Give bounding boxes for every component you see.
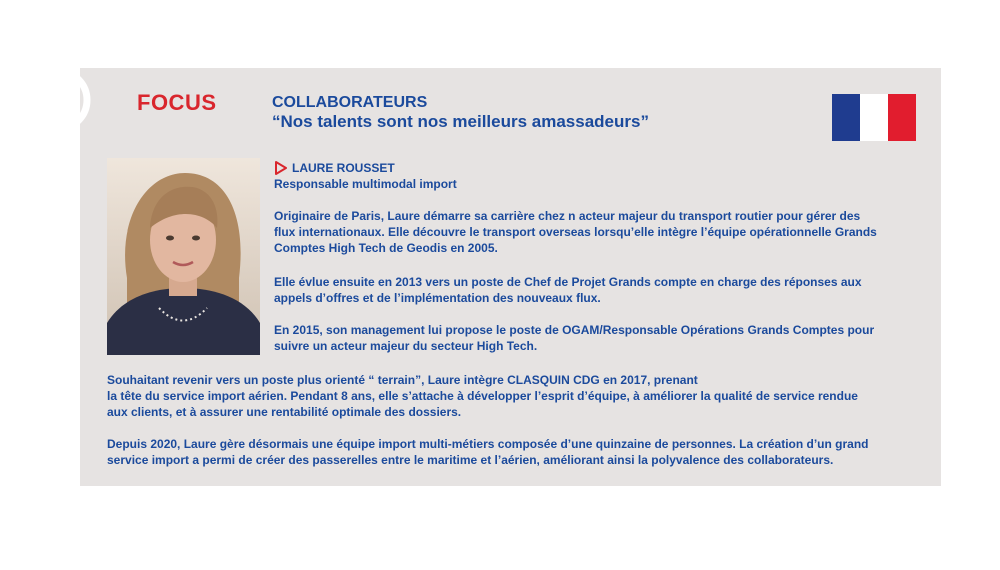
paragraph-2 (274, 274, 862, 306)
france-flag-icon (832, 94, 916, 141)
portrait-photo (107, 158, 260, 355)
paragraph-line: Depuis 2020, Laure gère désormais une équipe import multi-métiers composée d’une quinzaine de personnes. La création d’un grand (107, 437, 869, 451)
play-arrow-icon (274, 161, 288, 175)
paragraph-line: Souhaitant revenir vers un poste plus orienté “ terrain”, Laure intègre CLASQUIN CDG en 2017, prenant (107, 373, 698, 387)
profile-name-row (274, 161, 395, 175)
paragraph-4 (107, 372, 858, 420)
section-title: COLLABORATEURS (272, 94, 428, 111)
paragraph-line: la tête du service import aérien. Pendant 8 ans, elle s’attache à développer l’esprit d’équipe, à améliorer la qualité de service rendue (107, 389, 858, 403)
focus-label: FOCUS (137, 90, 217, 115)
paragraph-line: Originaire de Paris, Laure démarre sa carrière chez n acteur majeur du transport routier pour gérer des (274, 209, 861, 223)
paragraph-line: aux clients, et à assurer une rentabilité optimale des dossiers. (107, 405, 462, 419)
paragraph-line: flux internationaux. Elle découvre le transport overseas lorsqu’elle intègre l’équipe opérationnelle Grands (274, 225, 877, 239)
quote-title: “Nos talents sont nos meilleurs amassadeurs” (272, 112, 649, 131)
paragraph-1 (274, 208, 877, 256)
paragraph-line: En 2015, son management lui propose le poste de OGAM/Responsable Opérations Grands Comptes pour (274, 323, 875, 337)
profile-name: LAURE ROUSSET (292, 161, 395, 175)
paragraph-line: Comptes High Tech de Geodis en 2005. (274, 241, 498, 255)
paragraph-line: service import a permi de créer des passerelles entre le maritime et l’aérien, améliorant ainsi la polyvalence des collaborateurs. (107, 453, 834, 467)
paragraph-3 (274, 322, 874, 354)
paragraph-line: suivre un acteur majeur du secteur High Tech. (274, 339, 538, 353)
profile-role: Responsable multimodal import (274, 177, 457, 191)
paragraph-line: appels d’offres et de l’implémentation des nouveaux flux. (274, 291, 601, 305)
magnifier-icon (14, 62, 94, 162)
paragraph-line: Elle évlue ensuite en 2013 vers un poste de Chef de Projet Grands compte en charge des réponses aux (274, 275, 862, 289)
paragraph-5 (107, 436, 869, 468)
